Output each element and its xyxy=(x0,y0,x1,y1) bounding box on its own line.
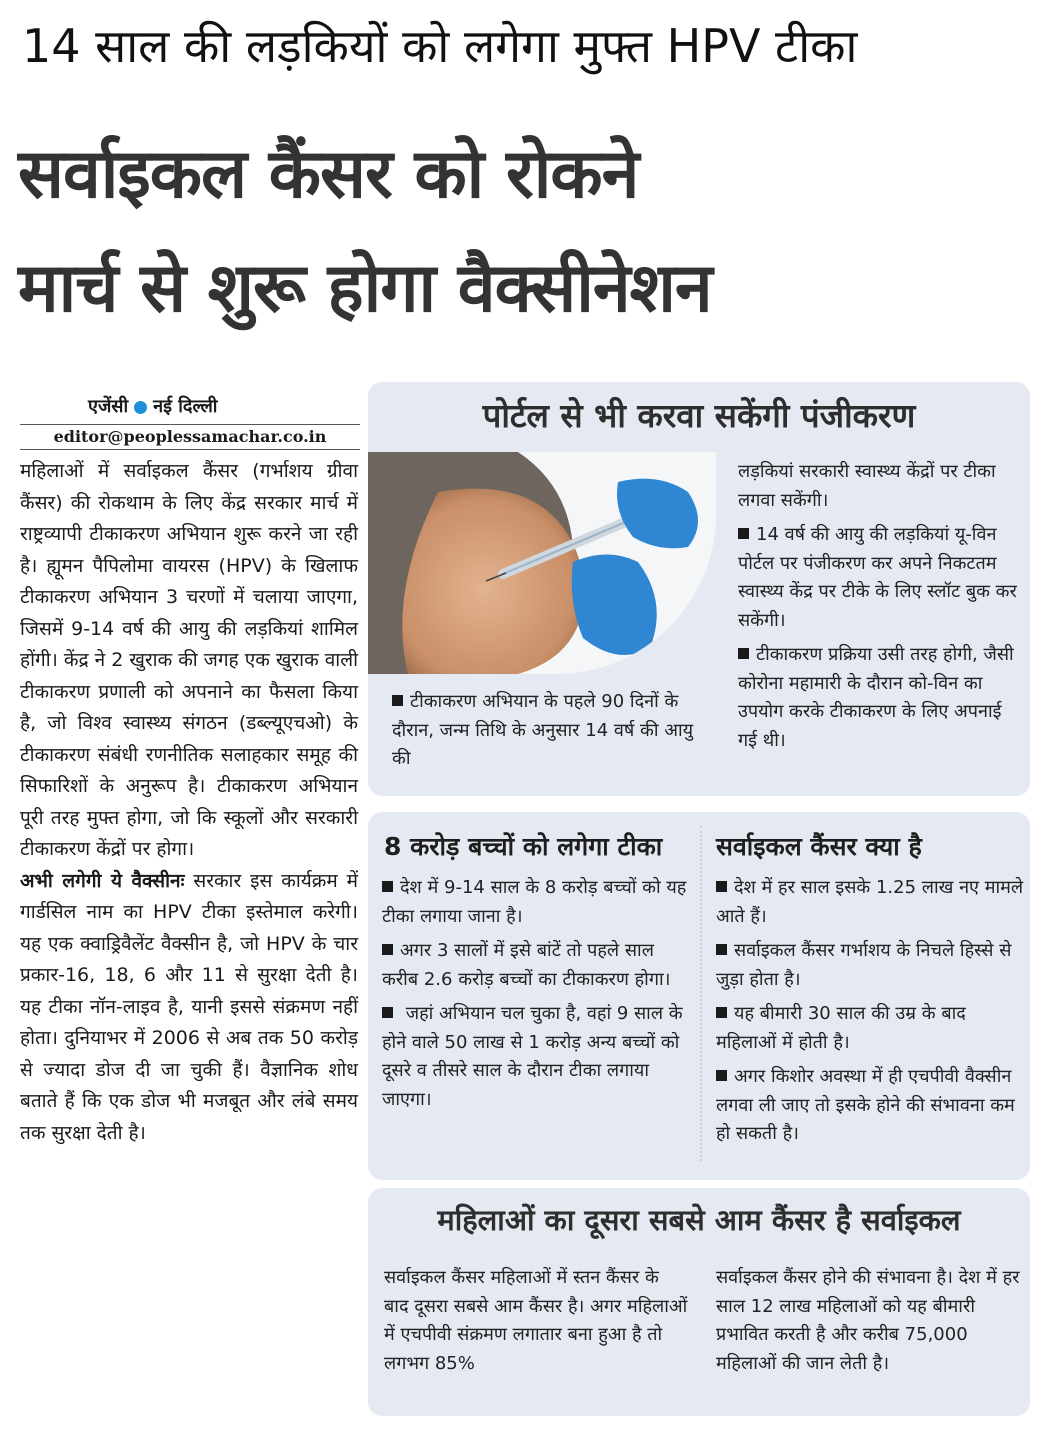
list-item-text: टीकाकरण प्रक्रिया उसी तरह होगी, जैसी कोरोना महामारी के दौरान को-विन का उपयोग करके टीकाकरण के लिए अपनाई गई थी। xyxy=(738,644,1014,751)
byline-email: editor@peoplessamachar.co.in xyxy=(20,424,360,450)
list-item xyxy=(716,937,1024,994)
list-item-text: जहां अभियान चल चुका है, वहां 9 साल के होने वाले 50 लाख से 1 करोड़ अन्य बच्चों को दूसरे व तीसरे साल के दौरान टीका लगाया जाएगा। xyxy=(382,1003,683,1110)
headline-line-1: सर्वाइकल कैंसर को रोकने xyxy=(18,135,639,214)
second-cancer-right-text: सर्वाइकल कैंसर होने की संभावना है। देश में हर साल 12 लाख महिलाओं को यह बीमारी प्रभावित करती है और करीब 75,000 महिलाओं की जान लेती है। xyxy=(716,1267,1020,1374)
list-item xyxy=(716,874,1024,931)
main-paragraph-2 xyxy=(20,866,358,1150)
portal-title: पोर्टल से भी करवा सकेंगी पंजीकरण xyxy=(482,396,916,435)
list-item-text: देश में हर साल इसके 1.25 लाख नए मामले आते हैं। xyxy=(716,877,1024,927)
list-item xyxy=(382,937,687,994)
byline xyxy=(88,394,217,418)
bullet-dot-icon xyxy=(134,401,147,414)
square-bullet-icon xyxy=(382,881,393,892)
children-title: 8 करोड़ बच्चों को लगेगा टीका xyxy=(384,832,663,861)
list-item xyxy=(382,1000,687,1114)
square-bullet-icon xyxy=(716,1070,727,1081)
square-bullet-icon xyxy=(716,881,727,892)
square-bullet-icon xyxy=(716,944,727,955)
square-bullet-icon xyxy=(382,944,393,955)
list-item-text: 14 वर्ष की आयु की लड़कियां यू-विन पोर्टल पर पंजीकरण कर अपने निकटतम स्वास्थ्य केंद्र पर टीके के लिए स्लॉट बुक कर सकेंगी। xyxy=(738,524,1017,631)
main-article-column xyxy=(20,456,358,1149)
list-item xyxy=(382,874,687,931)
square-bullet-icon xyxy=(382,1007,393,1018)
headline-line-2: मार्च से शुरू होगा वैक्सीनेशन xyxy=(18,249,712,328)
whatis-title: सर्वाइकल कैंसर क्या है xyxy=(716,832,922,861)
list-item xyxy=(716,1000,1024,1057)
byline-city: नई दिल्ली xyxy=(153,396,218,417)
second-cancer-title: महिलाओं का दूसरा सबसे आम कैंसर है सर्वाइकल xyxy=(437,1203,961,1237)
list-item xyxy=(716,1063,1024,1149)
list-item xyxy=(738,641,1023,755)
list-item-text: टीकाकरण अभियान के पहले 90 दिनों के दौरान, जन्म तिथि के अनुसार 14 वर्ष की आयु की xyxy=(392,691,694,769)
square-bullet-icon xyxy=(738,648,749,659)
square-bullet-icon xyxy=(738,528,749,539)
list-item-text: सर्वाइकल कैंसर गर्भाशय के निचले हिस्से से जुड़ा होता है। xyxy=(716,940,1012,990)
list-item-text: देश में 9-14 साल के 8 करोड़ बच्चों को यह टीका लगाया जाना है। xyxy=(382,877,687,927)
list-item-text: अगर 3 सालों में इसे बांटें तो पहले साल करीब 2.6 करोड़ बच्चों का टीकाकरण होगा। xyxy=(382,940,671,990)
list-item xyxy=(738,521,1023,635)
byline-agency: एजेंसी xyxy=(88,396,129,417)
list-item-text: अगर किशोर अवस्था में ही एचपीवी वैक्सीन लगवा ली जाए तो इसके होने की संभावना कम हो सकती है। xyxy=(716,1066,1015,1144)
kicker-headline: 14 साल की लड़कियों को लगेगा मुफ्त HPV टीका xyxy=(22,19,858,73)
main-paragraph-2-text: सरकार इस कार्यक्रम में गार्डसिल नाम का HPV टीका इस्तेमाल करेगी। यह एक क्वाड्रिवैलेंट वैक्सीन है, जो HPV के चार प्रकार-16, 18, 6 और 11 से सुरक्षा देती है। यह टीका नॉन-लाइव है, यानी इससे संक्रमण नहीं होता। दुनियाभर में 2006 से अब तक 50 करोड़ से ज्यादा डोज दी जा चुकी हैं। वैज्ञानिक शोध बताते हैं कि एक डोज भी मजबूत और लंबे समय तक सुरक्षा देती है। xyxy=(20,869,358,1144)
portal-left-text xyxy=(392,688,697,780)
square-bullet-icon xyxy=(392,695,403,706)
second-cancer-left-text: सर्वाइकल कैंसर महिलाओं में स्तन कैंसर के बाद दूसरा सबसे आम कैंसर है। अगर महिलाओं में एचपीवी संक्रमण लगातार बना हुआ है तो लगभग 85% xyxy=(384,1267,688,1374)
main-paragraph-1: महिलाओं में सर्वाइकल कैंसर (गर्भाशय ग्रीवा कैंसर) की रोकथाम के लिए केंद्र सरकार मार्च में राष्ट्रव्यापी टीकाकरण अभियान शुरू करने जा रही है। ह्यूमन पैपिलोमा वायरस (HPV) के खिलाफ टीकाकरण अभियान 3 चरणों में चलाया जाएगा, जिसमें 9-14 वर्ष की आयु की लड़कियां शामिल होंगी। केंद्र ने 2 खुराक की जगह एक खुराक वाली टीकाकरण प्रणाली को अपनाने का फैसला किया है, जो विश्व स्वास्थ्य संगठन (डब्ल्यूएचओ) के टीकाकरण संबंधी रणनीतिक सलाहकार समूह की सिफारिशों के अनुरूप है। टीकाकरण अभियान पूरी तरह मुफ्त होगा, जो कि स्कूलों और सरकारी टीकाकरण केंद्रों पर होगा। xyxy=(20,460,358,860)
square-bullet-icon xyxy=(716,1007,727,1018)
main-subhead: अभी लगेगी ये वैक्सीनः xyxy=(20,869,185,892)
column-divider xyxy=(700,826,702,1161)
portal-right-text xyxy=(738,458,1023,761)
whatis-list xyxy=(716,874,1024,1155)
portal-continuation: लड़कियां सरकारी स्वास्थ्य केंद्रों पर टीका लगवा सकेंगी। xyxy=(738,461,996,511)
list-item-text: यह बीमारी 30 साल की उम्र के बाद महिलाओं में होती है। xyxy=(716,1003,966,1053)
list-item xyxy=(392,688,697,774)
children-list xyxy=(382,874,687,1120)
